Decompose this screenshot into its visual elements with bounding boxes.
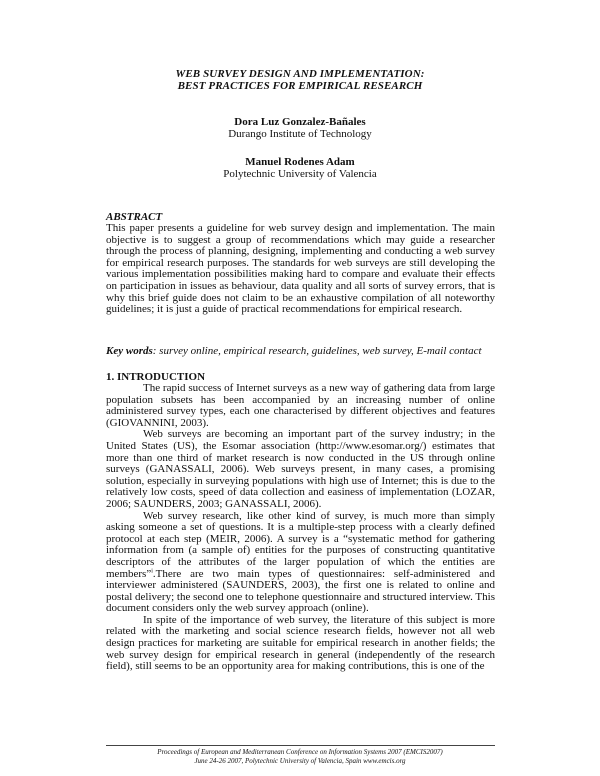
- footer-divider: [106, 745, 495, 746]
- author-1-affiliation: Durango Institute of Technology: [228, 128, 372, 140]
- intro-paragraph-3-cont: .There are two main types of questionnaires: self-administered and interviewer administered (SAUNDERS, 2003), the first one is related to online and postal delivery; the second one to telephone questionnaire and structured interview. This document considers only the web survey approach (online).: [106, 567, 495, 615]
- author-2-name: Manuel Rodenes Adam: [245, 156, 355, 168]
- abstract-body: [106, 223, 495, 316]
- intro-paragraph-1: The rapid success of Internet surveys as a new way of gathering data from large population subsets has been accompanied by an increasing number of online administered survey types, each one characterised by different objectives and features (GIOVANNINI, 2003).: [106, 382, 495, 429]
- keywords-text: : survey online, empirical research, guidelines, web survey, E-mail contact: [152, 345, 482, 357]
- author-1-name: Dora Luz Gonzalez-Bañales: [234, 116, 366, 128]
- abstract-text: This paper presents a guideline for web survey design and implementation. The main objective is to suggest a group of recommendations which may guide a researcher through the process of planning, designing, implementing and conducting a web survey for empirical research purposes. The standards for web surveys are still developing the various implementation possibilities making hard to compare and evaluate their effects on participation in issues as behaviour, data quality and all sorts of survey errors, that is why this brief guide does not claim to be an exhaustive compilation of all noteworthy guidelines; it is just a guide of practical recommendations for empirical research.: [106, 222, 495, 316]
- abstract-heading: ABSTRACT: [106, 211, 163, 223]
- introduction-body: [106, 383, 495, 673]
- section-heading-introduction: 1. INTRODUCTION: [106, 371, 206, 383]
- footnote-mark: i: [151, 567, 153, 574]
- intro-paragraph-3-text: Web survey research, like other kind of survey, is much more than simply asking someone a set of questions. It is a multiple-step process with a clearly defined protocol at each step (MEIR, 2006). A survey is a “systematic method for gathering information from (a sample of) entities for the purposes of constructing quantitative descriptors of the attributes of the larger population of which the entities are members”: [106, 509, 495, 580]
- footer-proceedings: Proceedings of European and Mediterranean Conference on Information Systems 2007 (EMCIS2007): [157, 748, 443, 756]
- keywords-label: Key words: [106, 345, 153, 357]
- paper-title-line-2: BEST PRACTICES FOR EMPIRICAL RESEARCH: [177, 80, 423, 92]
- author-2-affiliation: Polytechnic University of Valencia: [223, 168, 377, 180]
- intro-paragraph-3: [106, 511, 495, 615]
- paper-title-line-1: WEB SURVEY DESIGN AND IMPLEMENTATION:: [175, 68, 425, 80]
- keywords-line: [106, 346, 495, 358]
- footer-venue: June 24-26 2007, Polytechnic University of Valencia, Spain www.emcis.org: [194, 757, 406, 765]
- intro-paragraph-2: Web surveys are becoming an important part of the survey industry; in the United States (US), the Esomar association (http://www.esomar.org/) estimates that more than one third of market research is now conducted in the US through online surveys (GANASSALI, 2006). Web surveys present, in many cases, a promising solution, especially in surveying populations with high use of Internet; this is due to the relatively low costs, speed of data collection and easiness of implementation (LOZAR, 2006; SAUNDERS, 2003; GANASSALI, 2006).: [106, 428, 495, 510]
- intro-paragraph-4: In spite of the importance of web survey, the literature of this subject is more related with the marketing and social science research fields, however not all web design practices for marketing are suitable for empirical research in another fields; the web survey design for empirical research in general (independently of the research field), still seems to be an opportunity area for making contributions, this is one of the: [106, 613, 495, 673]
